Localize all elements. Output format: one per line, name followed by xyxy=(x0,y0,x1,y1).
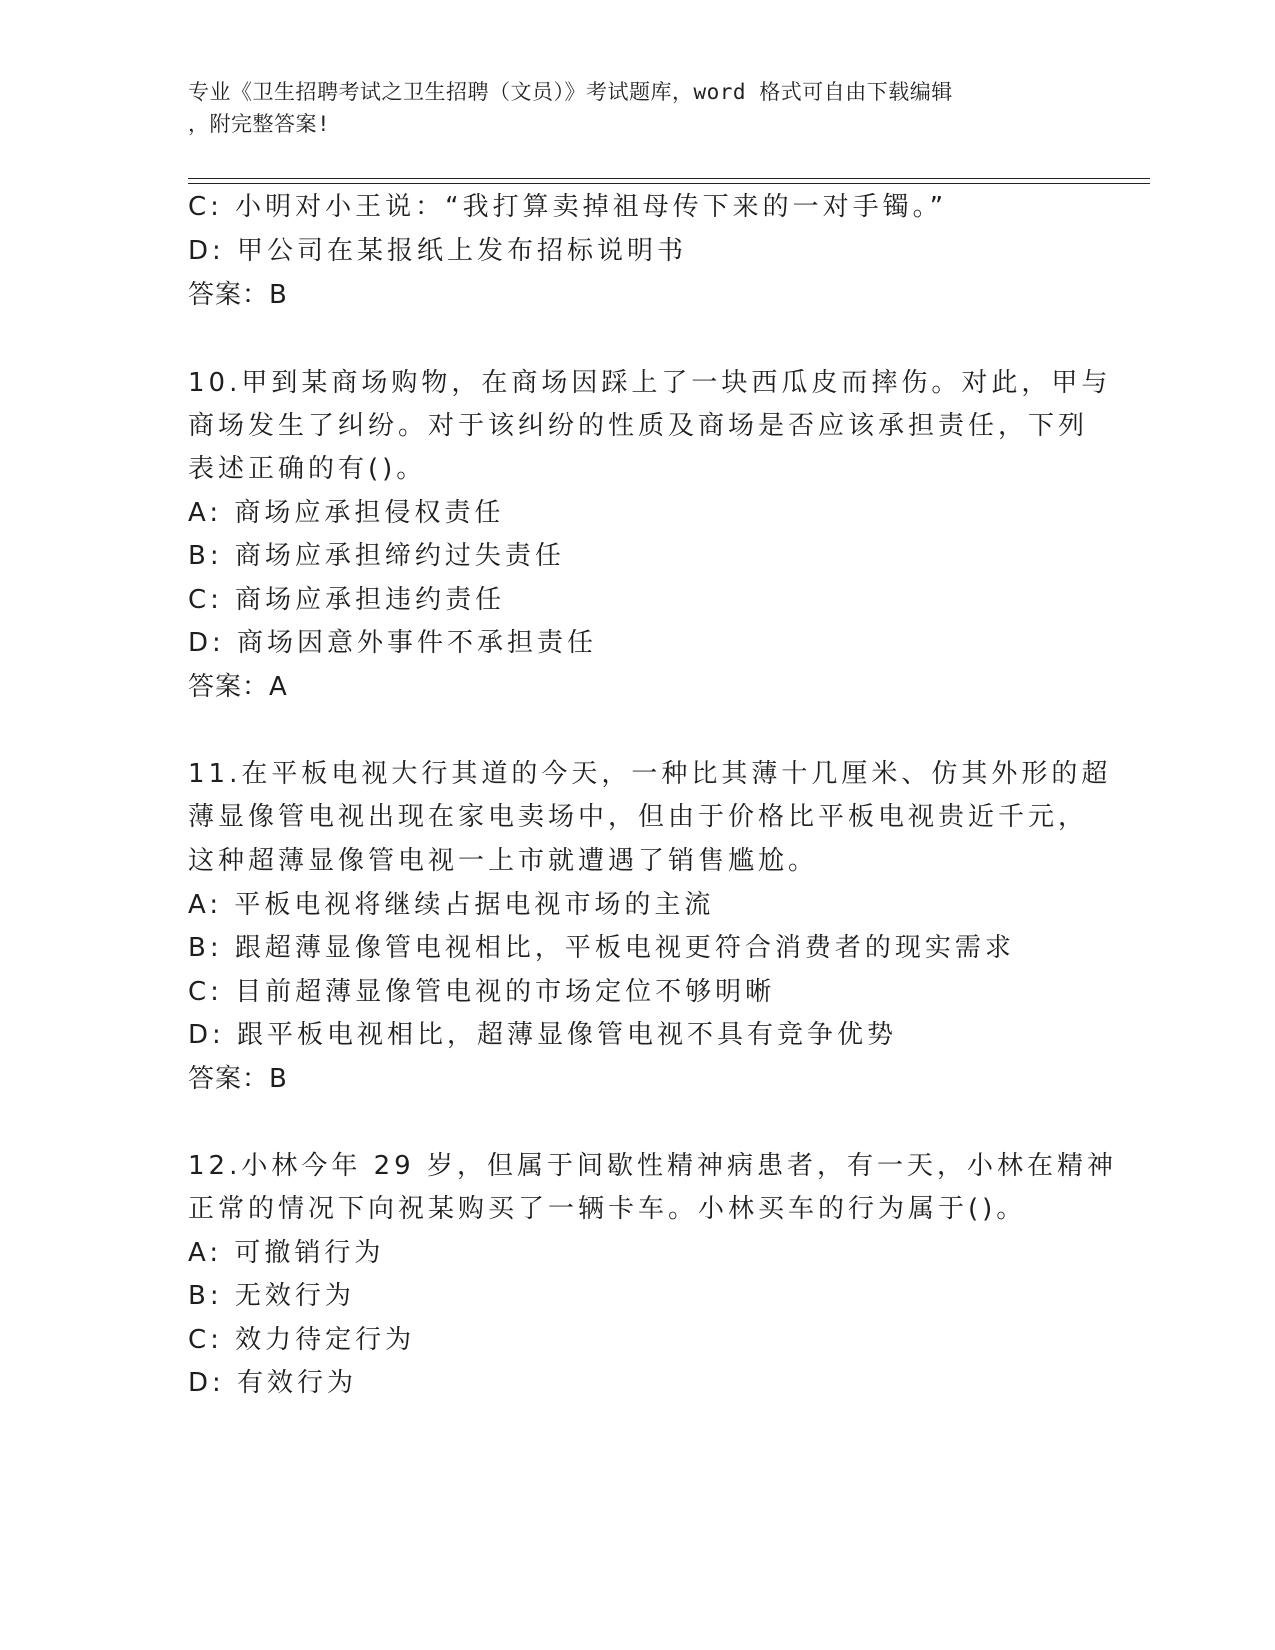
q9-option-c: C: 小明对小王说：“我打算卖掉祖母传下来的一对手镯。” xyxy=(188,192,948,222)
q12-option-c: C: 效力待定行为 xyxy=(188,1325,416,1355)
header-line-2: ，附完整答案! xyxy=(188,112,331,136)
q11-stem-line-3: 这种超薄显像管电视一上市就遭遇了销售尴尬。 xyxy=(188,846,819,876)
q12-stem-line-2: 正常的情况下向祝某购买了一辆卡车。小林买车的行为属于()。 xyxy=(188,1194,1027,1224)
q11-option-a: A: 平板电视将继续占据电视市场的主流 xyxy=(188,890,715,920)
q12-option-d: D: 有效行为 xyxy=(188,1368,358,1398)
q10-stem-line-1: 10.甲到某商场购物，在商场因踩上了一块西瓜皮而摔伤。对此，甲与 xyxy=(188,368,1112,398)
header-line-1: 专业《卫生招聘考试之卫生招聘（文员）》考试题库，word 格式可自由下载编辑 xyxy=(188,80,953,104)
q12-stem-line-1: 12.小林今年 29 岁，但属于间歇性精神病患者，有一天，小林在精神 xyxy=(188,1151,1117,1181)
q10-stem-line-2: 商场发生了纠纷。对于该纠纷的性质及商场是否应该承担责任，下列 xyxy=(188,411,1089,441)
q10-option-b: B: 商场应承担缔约过失责任 xyxy=(188,541,565,571)
q12-option-b: B: 无效行为 xyxy=(188,1281,355,1311)
q10-option-d: D: 商场因意外事件不承担责任 xyxy=(188,628,598,658)
q10-answer: 答案：A xyxy=(188,672,288,702)
q11-stem-line-2: 薄显像管电视出现在家电卖场中，但由于价格比平板电视贵近千元， xyxy=(188,802,1089,832)
q12-option-a: A: 可撤销行为 xyxy=(188,1238,385,1268)
q10-stem-line-3: 表述正确的有()。 xyxy=(188,454,427,484)
q11-option-c: C: 目前超薄显像管电视的市场定位不够明晰 xyxy=(188,977,776,1007)
header-divider-top xyxy=(188,178,1150,179)
q9-answer: 答案：B xyxy=(188,280,288,310)
page-header xyxy=(188,76,1068,140)
q11-option-b: B: 跟超薄显像管电视相比，平板电视更符合消费者的现实需求 xyxy=(188,933,1015,963)
q10-option-c: C: 商场应承担违约责任 xyxy=(188,585,506,615)
q10-option-a: A: 商场应承担侵权责任 xyxy=(188,498,505,528)
q11-stem-line-1: 11.在平板电视大行其道的今天，一种比其薄十几厘米、仿其外形的超 xyxy=(188,759,1112,789)
q11-answer: 答案：B xyxy=(188,1064,288,1094)
header-divider-bottom xyxy=(188,183,1150,184)
q9-option-d: D: 甲公司在某报纸上发布招标说明书 xyxy=(188,236,688,266)
q11-option-d: D: 跟平板电视相比，超薄显像管电视不具有竞争优势 xyxy=(188,1020,898,1050)
